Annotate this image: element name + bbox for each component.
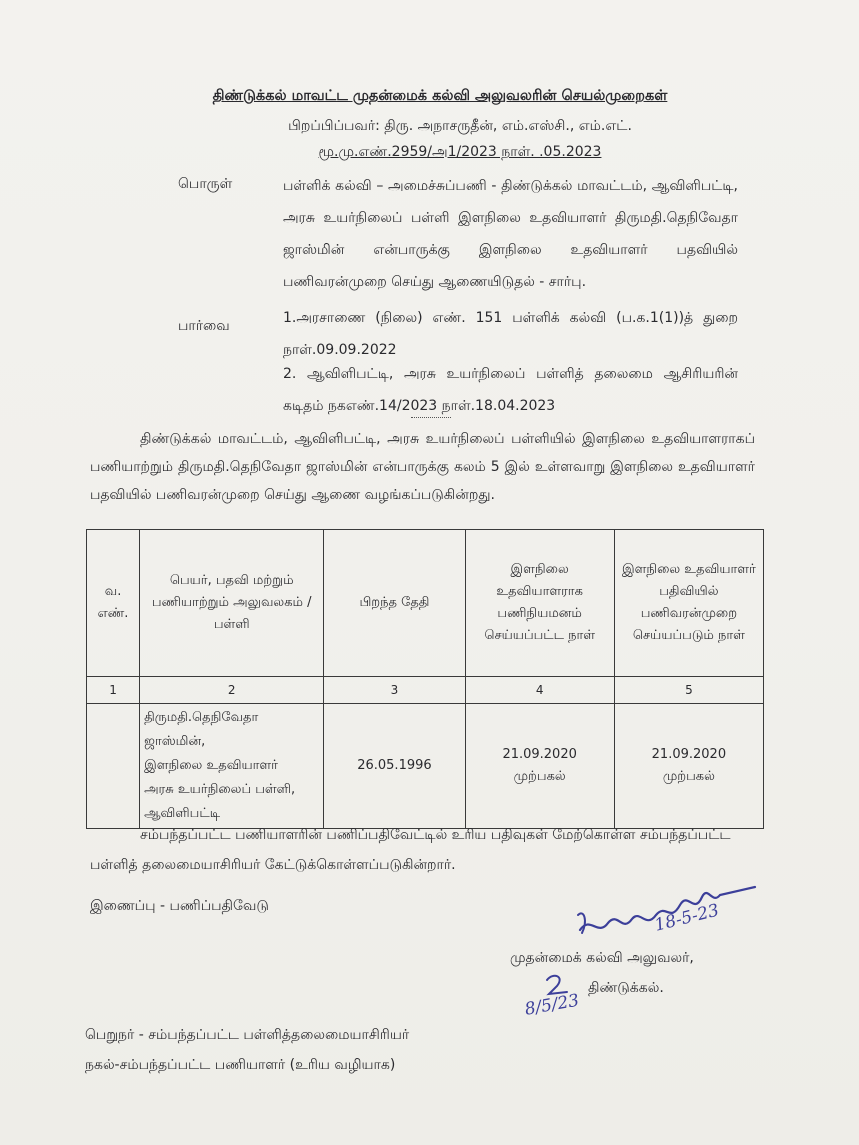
name-line: ஜாஸ்மின், xyxy=(144,734,206,749)
table-row xyxy=(87,704,764,829)
divider xyxy=(411,417,451,418)
column-number: 1 xyxy=(87,677,140,704)
appointment-session: முற்பகல் xyxy=(513,769,566,784)
name-line: திருமதி.தெநிவேதா xyxy=(144,710,259,725)
name-line: இளநிலை உதவியாளர் xyxy=(144,758,278,773)
column-number: 4 xyxy=(465,677,614,704)
copy-to-line: நகல்-சம்பந்தப்பட்ட பணியாளர் (உரிய வழியாக) xyxy=(85,1057,396,1073)
header-regularisation-date: இளநிலை உதவியாளர் பதிவியில் பணிவரன்முறை செய்யப்படும் நாள் xyxy=(614,530,763,677)
reference-item-1: 1.அரசாணை (நிலை) எண். 151 பள்ளிக் கல்வி (ப.க.1(1))த் துறை நாள்.09.09.2022 xyxy=(283,310,738,358)
column-number: 3 xyxy=(324,677,465,704)
name-cell xyxy=(140,704,324,829)
header-appointment-date: இளநிலை உதவியாளராக பணிநியமனம் செய்யப்பட்ட நாள் xyxy=(465,530,614,677)
regularisation-date: 21.09.2020 xyxy=(651,747,727,762)
signature-scrawl xyxy=(570,875,770,945)
handwritten-initial-date: 8/5/23 xyxy=(523,990,581,1020)
appointment-cell xyxy=(465,704,614,829)
issuer-line: பிறப்பிப்பவர்: திரு. அநாசருதீன், எம்.எஸ்சி., எம்.எட். xyxy=(288,118,632,134)
dob-cell: 26.05.1996 xyxy=(324,704,465,829)
header-dob: பிறந்த தேதி xyxy=(324,530,465,677)
table-header-row xyxy=(87,530,764,677)
closing-paragraph: சம்பந்தப்பட்ட பணியாளரின் பணிப்பதிவேட்டில் உரிய பதிவுகள் மேற்கொள்ள சம்பந்தப்பட்ட பள்ளித் தலைமையாசிரியர் கேட்டுக்கொள்ளப்படுகின்றார். xyxy=(90,827,731,873)
regularisation-cell xyxy=(614,704,763,829)
references-label: பார்வை xyxy=(178,318,230,334)
name-line: ஆவிளிபட்டி xyxy=(144,806,221,821)
reference-number: மூ.மு.எண்.2959/அ1/2023 நாள். .05.2023 xyxy=(318,144,602,160)
table-number-row xyxy=(87,677,764,704)
regularisation-session: முற்பகல் xyxy=(662,769,715,784)
serial-cell xyxy=(87,704,140,829)
signatory-place: திண்டுக்கல். xyxy=(588,980,664,996)
body-paragraph: திண்டுக்கல் மாவட்டம், ஆவிளிபட்டி, அரசு உயர்நிலைப் பள்ளியில் இளநிலை உதவியாளராகப் பணியாற்றும் திருமதி.தெநிவேதா ஜாஸ்மின் என்பாருக்கு கலம் 5 இல் உள்ளவாறு இளநிலை உதவியாளர் பதவியில் பணிவரன்முறை செய்து ஆணை வழங்கப்படுகின்றது. xyxy=(90,431,755,503)
appointment-date: 21.09.2020 xyxy=(502,747,577,762)
header-name-post: பெயர், பதவி மற்றும் பணியாற்றும் அலுவலகம் / பள்ளி xyxy=(140,530,324,677)
regularisation-table xyxy=(86,529,764,829)
enclosure-line: இணைப்பு - பணிப்பதிவேடு xyxy=(90,898,269,914)
handwritten-date: 18-5-23 xyxy=(652,900,722,936)
signatory-designation: முதன்மைக் கல்வி அலுவலர், xyxy=(510,950,694,966)
reference-item-2: 2. ஆவிளிபட்டி, அரசு உயர்நிலைப் பள்ளித் தலைமை ஆசிரியரின் கடிதம் நகஎண்.14/2023 நாள்.18.04.2023 xyxy=(283,366,738,414)
column-number: 5 xyxy=(614,677,763,704)
subject-text: பள்ளிக் கல்வி – அமைச்சுப்பணி - திண்டுக்கல் மாவட்டம், ஆவிளிபட்டி, அரசு உயர்நிலைப் பள்ளி இளநிலை உதவியாளர் திருமதி.தெநிவேதா ஜாஸ்மின் என்பாருக்கு இளநிலை உதவியாளர் பதவியில் பணிவரன்முறை செய்து ஆணையிடுதல் - சார்பு. xyxy=(283,178,738,290)
column-number: 2 xyxy=(140,677,324,704)
subject-label: பொருள் xyxy=(178,176,233,192)
document-title: திண்டுக்கல் மாவட்ட முதன்மைக் கல்வி அலுவலரின் செயல்முறைகள் xyxy=(212,88,668,104)
name-line: அரசு உயர்நிலைப் பள்ளி, xyxy=(144,782,296,797)
header-serial-no: வ. எண். xyxy=(87,530,140,677)
recipient-line: பெறுநர் - சம்பந்தப்பட்ட பள்ளித்தலைமையாசிரியர் xyxy=(85,1027,410,1043)
